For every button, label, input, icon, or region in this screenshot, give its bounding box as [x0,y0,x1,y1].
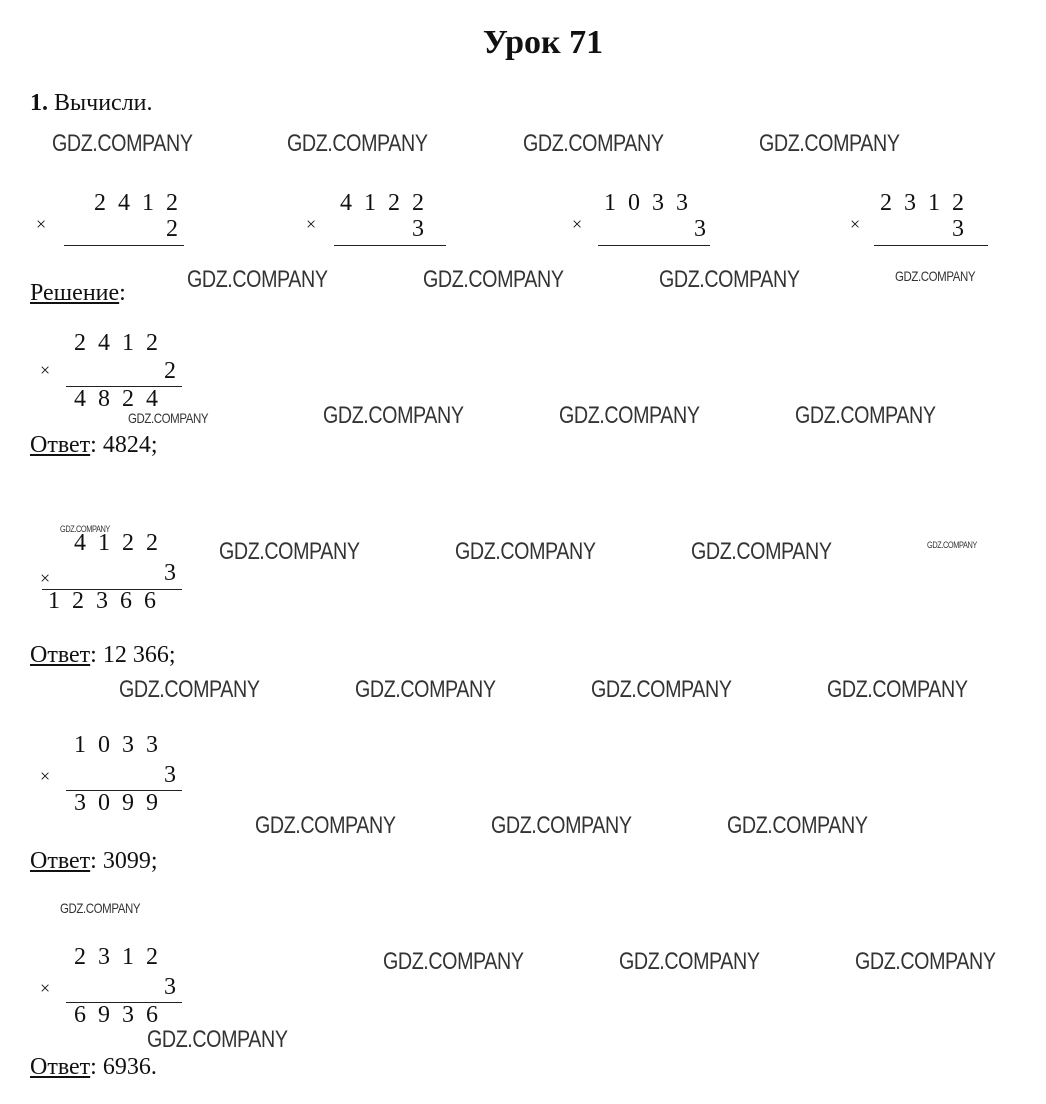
watermark: GDZ.COMPANY [423,266,564,293]
answer-2: Ответ: 12 366; [30,642,176,668]
watermark: GDZ.COMPANY [323,402,464,429]
answer-4: Ответ: 6936. [30,1054,157,1080]
watermark: GDZ.COMPANY [591,676,732,703]
watermark: GDZ.COMPANY [491,812,632,839]
solution-3 [40,732,230,822]
solution-4 [40,944,230,1034]
watermark: GDZ.COMPANY [727,812,868,839]
problem-factor: 3 [952,216,964,242]
problem-factor: 2 [166,216,178,242]
watermark: GDZ.COMPANY [759,130,900,157]
page-title: Урок 71 [482,24,604,61]
answer-1: Ответ: 4824; [30,432,158,458]
watermark: GDZ.COMPANY [455,538,596,565]
task-number: 1. [30,90,48,116]
problem-factor: 3 [694,216,706,242]
watermark: GDZ.COMPANY [895,268,976,284]
watermark: GDZ.COMPANY [691,538,832,565]
solution-top-number: 4 1 2 2 [74,530,158,556]
solution-label: Решение: [30,280,126,306]
underline [598,245,710,246]
problem-4 [850,190,1040,280]
problem-top-number: 2 3 1 2 [880,190,964,216]
watermark: GDZ.COMPANY [619,948,760,975]
watermark: GDZ.COMPANY [52,130,193,157]
solution-2 [40,530,230,620]
watermark: GDZ.COMPANY [559,402,700,429]
multiply-sign: × [40,360,51,380]
watermark: GDZ.COMPANY [60,900,141,916]
underline [64,245,184,246]
multiply-sign: × [40,568,51,588]
solution-1 [40,330,230,420]
solution-factor: 3 [164,762,176,788]
task-heading [30,90,153,117]
underline [874,245,988,246]
multiply-sign: × [850,214,861,234]
problem-top-number: 1 0 3 3 [604,190,688,216]
watermark: GDZ.COMPANY [795,402,936,429]
task-text: Вычисли. [54,90,153,116]
problem-factor: 3 [412,216,424,242]
watermark: GDZ.COMPANY [383,948,524,975]
watermark: GDZ.COMPANY [128,410,209,426]
solution-result: 1 2 3 6 6 [48,588,156,614]
watermark: GDZ.COMPANY [147,1026,288,1053]
problem-top-number: 4 1 2 2 [340,190,424,216]
watermark: GDZ.COMPANY [187,266,328,293]
solution-result: 4 8 2 4 [74,386,158,412]
multiply-sign: × [40,978,51,998]
watermark: GDZ.COMPANY [355,676,496,703]
watermark: GDZ.COMPANY [659,266,800,293]
answer-value: 4824; [102,432,158,458]
watermark: GDZ.COMPANY [255,812,396,839]
answer-3: Ответ: 3099; [30,848,158,874]
watermark: GDZ.COMPANY [927,540,977,550]
solution-factor: 2 [164,358,176,384]
watermark: GDZ.COMPANY [60,524,110,534]
watermark: GDZ.COMPANY [827,676,968,703]
answer-value: 3099; [102,848,158,874]
multiply-sign: × [306,214,317,234]
solution-top-number: 1 0 3 3 [74,732,158,758]
watermark: GDZ.COMPANY [287,130,428,157]
multiply-sign: × [40,766,51,786]
solution-factor: 3 [164,974,176,1000]
watermark: GDZ.COMPANY [119,676,260,703]
solution-top-number: 2 3 1 2 [74,944,158,970]
problem-top-number: 2 4 1 2 [94,190,178,216]
underline [334,245,446,246]
solution-top-number: 2 4 1 2 [74,330,158,356]
multiply-sign: × [36,214,47,234]
multiply-sign: × [572,214,583,234]
solution-result: 6 9 3 6 [74,1002,158,1028]
watermark: GDZ.COMPANY [523,130,664,157]
watermark: GDZ.COMPANY [855,948,996,975]
answer-value: 6936. [102,1054,157,1080]
watermark: GDZ.COMPANY [219,538,360,565]
solution-factor: 3 [164,560,176,586]
solution-result: 3 0 9 9 [74,790,158,816]
answer-value: 12 366; [102,642,176,668]
